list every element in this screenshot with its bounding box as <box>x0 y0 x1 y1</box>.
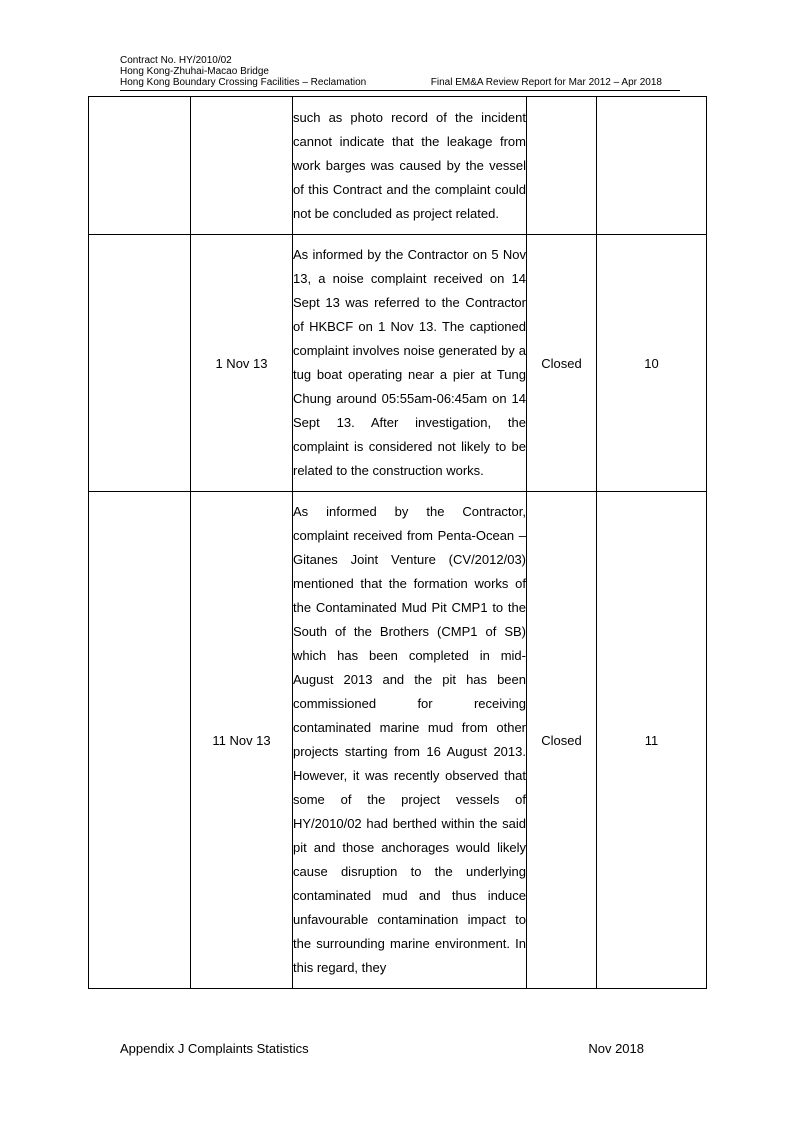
complaints-table <box>88 96 707 989</box>
complaint-date: 1 Nov 13 <box>191 235 293 492</box>
contract-number: Contract No. HY/2010/02 <box>120 55 232 66</box>
table-cell-blank <box>89 97 191 235</box>
complaint-number: 10 <box>597 235 707 492</box>
complaint-description <box>293 97 527 235</box>
table-row <box>89 492 707 989</box>
description-text: As informed by the Contractor on 5 Nov 13, a noise complaint received on 14 Sept 13 was referred to the Contractor of HKBCF on 1 Nov 13. The captioned complaint involves noise generated by a tug boat operating near a pier at Tung Chung around 05:55am-06:45am on 14 Sept 13. After investigation, the complaint is considered not likely to be related to the construction works. <box>293 247 526 478</box>
table-cell-blank <box>89 492 191 989</box>
complaint-description <box>293 235 527 492</box>
table-row <box>89 97 707 235</box>
complaint-date <box>191 97 293 235</box>
table-row <box>89 235 707 492</box>
footer-date: Nov 2018 <box>588 1041 644 1056</box>
report-title: Final EM&A Review Report for Mar 2012 – Apr 2018 <box>430 77 662 88</box>
table-cell-blank <box>89 235 191 492</box>
complaint-status <box>527 97 597 235</box>
page-header <box>120 55 680 91</box>
description-text: As informed by the Contractor, complaint received from Penta-Ocean – Gitanes Joint Venture (CV/2012/03) mentioned that the formation works of the Contaminated Mud Pit CMP1 to the South of the Brothers (CMP1 of SB) which has been completed in mid-August 2013 and the pit has been commissioned for receiving contaminated marine mud from other projects starting from 16 August 2013. However, it was recently observed that some of the project vessels of HY/2010/02 had berthed within the said pit and those anchorages would likely cause disruption to the underlying contaminated mud and thus induce unfavourable contamination impact to the surrounding marine environment. In this regard, they <box>293 504 526 975</box>
complaint-date: 11 Nov 13 <box>191 492 293 989</box>
complaint-number: 11 <box>597 492 707 989</box>
complaint-number <box>597 97 707 235</box>
complaint-description <box>293 492 527 989</box>
appendix-title: Appendix J Complaints Statistics <box>120 1041 309 1056</box>
description-text: such as photo record of the incident cannot indicate that the leakage from work barges was caused by the vessel of this Contract and the complaint could not be concluded as project related. <box>293 109 526 221</box>
project-name: Hong Kong-Zhuhai-Macao Bridge <box>120 66 269 77</box>
page-footer <box>120 1041 644 1056</box>
facility-name: Hong Kong Boundary Crossing Facilities – Reclamation <box>120 77 367 88</box>
complaint-status: Closed <box>527 492 597 989</box>
header-line <box>120 77 680 91</box>
complaint-status: Closed <box>527 235 597 492</box>
